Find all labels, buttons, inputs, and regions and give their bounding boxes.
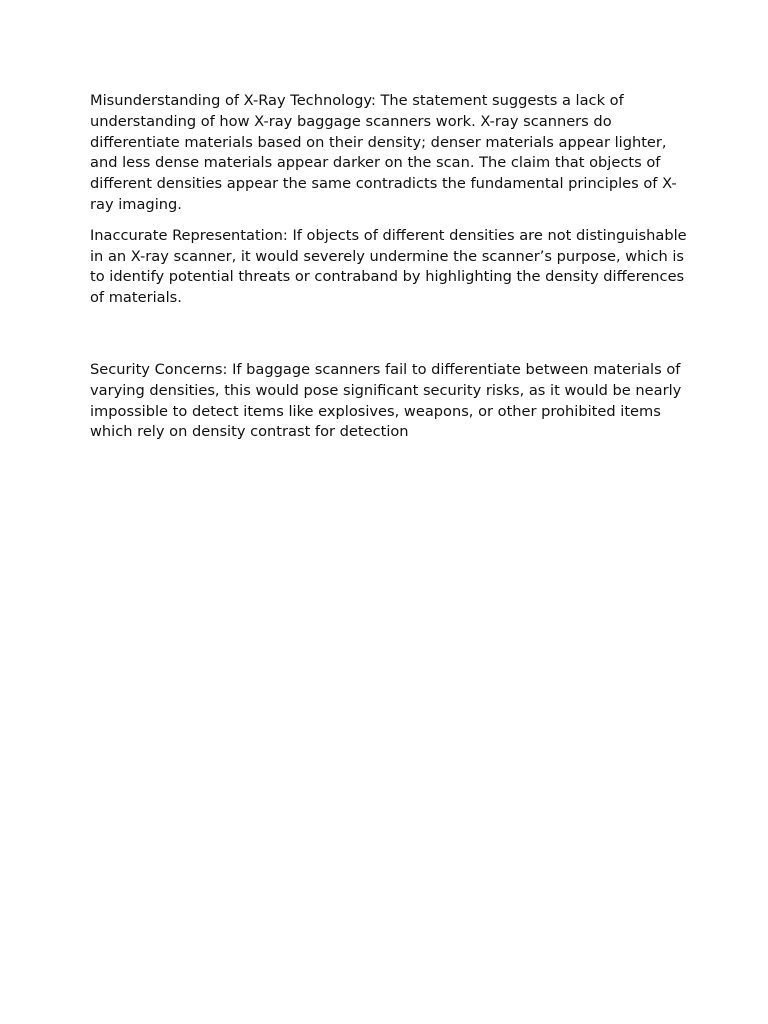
paragraph-security-concerns: Security Concerns: If baggage scanners fail to differentiate between materials of varying densities, this would pose significant security risks, as it would be nearly impossible to detect items like explosives, weapons, or other prohibited items which rely on density contrast for detection [90, 360, 682, 441]
document-body [90, 91, 690, 443]
paragraph-misunderstanding: Misunderstanding of X-Ray Technology: The statement suggests a lack of understanding of how X-ray baggage scanners work. X-ray scanners do differentiate materials based on their density; denser materials appear lighter, and less dense materials appear darker on the scan. The claim that objects of different densities appear the same contradicts the fundamental principles of X-ray imaging. [90, 92, 677, 213]
paragraph-inaccurate-representation: Inaccurate Representation: If objects of different densities are not distinguishable in an X-ray scanner, it would severely undermine the scanner’s purpose, which is to identify potential threats or contraband by highlighting the density differences of materials. [90, 226, 687, 307]
